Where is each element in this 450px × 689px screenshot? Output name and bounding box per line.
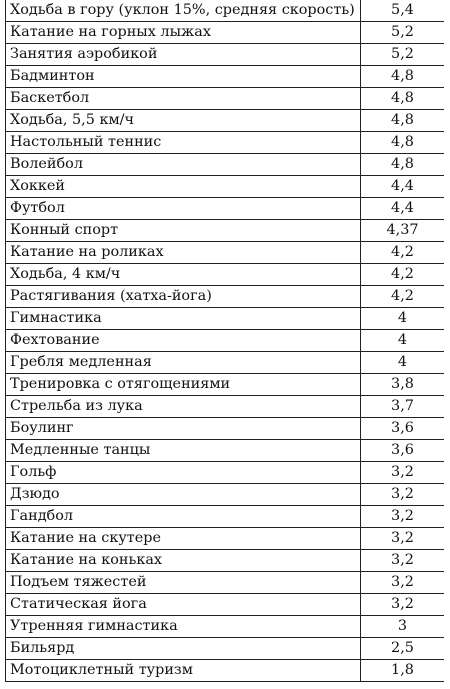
activity-value: 3,6: [361, 440, 445, 462]
activity-name: Растягивания (хатха-йога): [6, 286, 361, 308]
activity-name: Подъем тяжестей: [6, 572, 361, 594]
activity-value: 5,2: [361, 22, 445, 44]
activity-name: Бадминтон: [6, 66, 361, 88]
activity-name: Баскетбол: [6, 88, 361, 110]
activity-value: 5,2: [361, 44, 445, 66]
activity-name: Ходьба, 5,5 км/ч: [6, 110, 361, 132]
table-row: [6, 242, 445, 264]
activity-name: Настольный теннис: [6, 132, 361, 154]
table-row: [6, 418, 445, 440]
table-row: [6, 528, 445, 550]
activity-value: 5,4: [361, 0, 445, 22]
activity-name: Конный спорт: [6, 220, 361, 242]
table-row: [6, 396, 445, 418]
activity-name: Занятия аэробикой: [6, 44, 361, 66]
table-row: [6, 308, 445, 330]
activity-value: 1,8: [361, 660, 445, 682]
activity-name: Мотоциклетный туризм: [6, 660, 361, 682]
activity-name: Гандбол: [6, 506, 361, 528]
activity-name: Хоккей: [6, 176, 361, 198]
activity-name: Футбол: [6, 198, 361, 220]
activity-value: 4,37: [361, 220, 445, 242]
activity-value: 3: [361, 616, 445, 638]
table-row: [6, 572, 445, 594]
activity-name: Катание на скутере: [6, 528, 361, 550]
activity-value: 3,2: [361, 594, 445, 616]
table-row: [6, 440, 445, 462]
table-row: [6, 154, 445, 176]
activity-value: 3,6: [361, 418, 445, 440]
table-row: [6, 66, 445, 88]
activity-value: 4,4: [361, 198, 445, 220]
activity-value: 4: [361, 308, 445, 330]
activity-name: Стрельба из лука: [6, 396, 361, 418]
activity-value: 4,8: [361, 132, 445, 154]
activity-value: 3,2: [361, 528, 445, 550]
table-row: [6, 616, 445, 638]
activity-name: Фехтование: [6, 330, 361, 352]
table-row: [6, 220, 445, 242]
activity-value: 4,8: [361, 66, 445, 88]
activity-value: 4,8: [361, 110, 445, 132]
activity-value: 4,4: [361, 176, 445, 198]
activity-value: 3,7: [361, 396, 445, 418]
activity-value: 4,2: [361, 286, 445, 308]
activity-name: Утренняя гимнастика: [6, 616, 361, 638]
table-row: [6, 374, 445, 396]
table-row: [6, 88, 445, 110]
table-row: [6, 352, 445, 374]
activity-value: 4,2: [361, 242, 445, 264]
table-row: [6, 594, 445, 616]
table-row: [6, 44, 445, 66]
table-row: [6, 286, 445, 308]
activity-value: 3,2: [361, 462, 445, 484]
activity-value: 4: [361, 330, 445, 352]
table-row: [6, 330, 445, 352]
activity-name: Тренировка с отягощениями: [6, 374, 361, 396]
table-row: [6, 660, 445, 682]
table-row: [6, 484, 445, 506]
table-row: [6, 264, 445, 286]
table-row: [6, 22, 445, 44]
activity-name: Волейбол: [6, 154, 361, 176]
table-row: [6, 462, 445, 484]
activity-name: Ходьба, 4 км/ч: [6, 264, 361, 286]
activity-value: 4,8: [361, 154, 445, 176]
activity-value: 4,8: [361, 88, 445, 110]
activity-value: 4: [361, 352, 445, 374]
activity-name: Статическая йога: [6, 594, 361, 616]
activity-value: 3,2: [361, 484, 445, 506]
activity-name: Гольф: [6, 462, 361, 484]
activity-value: 3,2: [361, 572, 445, 594]
activity-name: Бильярд: [6, 638, 361, 660]
activity-value: 4,2: [361, 264, 445, 286]
table-row: [6, 132, 445, 154]
activity-name: Медленные танцы: [6, 440, 361, 462]
activity-name: Катание на роликах: [6, 242, 361, 264]
activity-name: Катание на горных лыжах: [6, 22, 361, 44]
activity-name: Дзюдо: [6, 484, 361, 506]
activity-value: 3,8: [361, 374, 445, 396]
table-row: [6, 0, 445, 22]
activity-value: 3,2: [361, 550, 445, 572]
activity-name: Гимнастика: [6, 308, 361, 330]
table-row: [6, 176, 445, 198]
activity-name: Ходьба в гору (уклон 15%, средняя скорость): [6, 0, 361, 22]
table-row: [6, 506, 445, 528]
table-row: [6, 110, 445, 132]
table-row: [6, 550, 445, 572]
table-row: [6, 198, 445, 220]
activity-table: [5, 0, 444, 682]
activity-value: 3,2: [361, 506, 445, 528]
table-row: [6, 638, 445, 660]
table-container: [5, 0, 444, 689]
activity-name: Гребля медленная: [6, 352, 361, 374]
activity-name: Боулинг: [6, 418, 361, 440]
activity-name: Катание на коньках: [6, 550, 361, 572]
activity-value: 2,5: [361, 638, 445, 660]
